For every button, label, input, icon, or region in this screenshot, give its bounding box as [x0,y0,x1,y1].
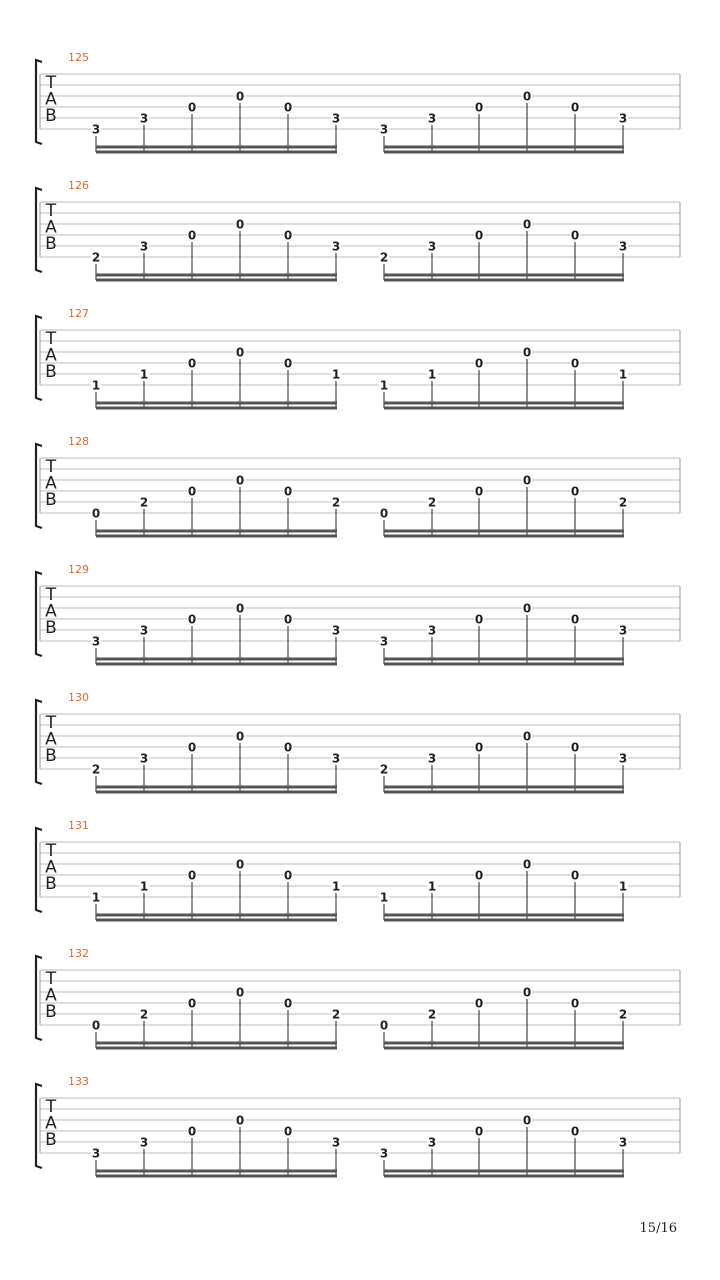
tab-system [36,691,680,794]
fret-number: 0 [522,473,532,488]
beam [384,786,624,789]
beam [384,1042,624,1045]
tab-system [36,435,680,538]
fret-number: 0 [522,345,532,360]
fret-number: 0 [522,217,532,232]
beam [384,658,624,661]
fret-number: 3 [139,751,149,766]
system-bracket [36,828,42,912]
tab-clef-letter: T [45,329,57,349]
fret-number: 2 [427,495,437,510]
fret-number: 2 [331,1007,341,1022]
beam [384,1175,624,1178]
fret-number: 0 [570,100,580,115]
fret-number: 1 [618,367,628,382]
beam [384,279,624,282]
measure-number: 125 [68,51,89,64]
fret-number: 3 [427,751,437,766]
beam [96,530,337,533]
tab-clef-letter: A [45,89,57,110]
fret-number: 0 [474,996,484,1011]
fret-number: 0 [474,100,484,115]
beam [384,402,624,405]
fret-number: 0 [91,1018,101,1033]
fret-number: 0 [235,857,245,872]
fret-number: 3 [379,1146,389,1161]
beam [384,663,624,666]
beam [96,407,337,410]
fret-number: 0 [570,356,580,371]
measure-number: 133 [68,1075,89,1088]
tab-clef-letter: B [45,618,57,638]
tab-clef-letter: T [45,585,57,605]
fret-number: 0 [570,228,580,243]
fret-number: 3 [618,239,628,254]
beam [96,1042,337,1045]
fret-number: 3 [427,623,437,638]
fret-number: 2 [427,1007,437,1022]
fret-number: 0 [235,345,245,360]
tab-clef-letter: T [45,457,57,477]
system-bracket [36,188,42,272]
fret-number: 0 [235,601,245,616]
fret-number: 0 [522,601,532,616]
system-bracket [36,1084,42,1168]
fret-number: 0 [235,89,245,104]
tab-clef-letter: T [45,713,57,733]
fret-number: 2 [139,1007,149,1022]
beam [384,1170,624,1173]
beam [384,791,624,794]
tab-clef-letter: B [45,1002,57,1022]
fret-number: 0 [187,228,197,243]
fret-number: 0 [283,868,293,883]
fret-number: 0 [474,868,484,883]
fret-number: 0 [283,996,293,1011]
system-bracket [36,956,42,1040]
measure-number: 130 [68,691,89,704]
fret-number: 0 [235,729,245,744]
beam [384,530,624,533]
fret-number: 0 [522,857,532,872]
measure-number: 128 [68,435,89,448]
fret-number: 0 [522,985,532,1000]
fret-number: 0 [474,484,484,499]
tab-clef-letter: T [45,201,57,221]
beam [384,151,624,154]
fret-number: 3 [91,1146,101,1161]
system-bracket [36,316,42,400]
fret-number: 0 [187,484,197,499]
beam [384,535,624,538]
beam [96,786,337,789]
tab-clef-letter: A [45,217,57,238]
measure-number: 129 [68,563,89,576]
fret-number: 2 [379,250,389,265]
tab-clef-letter: T [45,1097,57,1117]
fret-number: 3 [91,122,101,137]
system-bracket [36,700,42,784]
fret-number: 0 [91,506,101,521]
tab-system [36,1075,680,1178]
fret-number: 0 [570,484,580,499]
fret-number: 1 [379,378,389,393]
fret-number: 0 [570,612,580,627]
fret-number: 0 [283,740,293,755]
fret-number: 0 [283,612,293,627]
fret-number: 2 [618,495,628,510]
fret-number: 1 [379,890,389,905]
fret-number: 0 [283,228,293,243]
tab-clef-letter: A [45,345,57,366]
fret-number: 3 [139,623,149,638]
beam [384,274,624,277]
fret-number: 0 [522,1113,532,1128]
tab-clef-letter: A [45,1113,57,1134]
beam [384,914,624,917]
fret-number: 0 [235,985,245,1000]
beam [96,663,337,666]
fret-number: 0 [187,356,197,371]
fret-number: 3 [331,623,341,638]
tab-clef-letter: A [45,473,57,494]
beam [96,658,337,661]
tab-clef-letter: B [45,746,57,766]
fret-number: 3 [427,111,437,126]
fret-number: 3 [618,623,628,638]
fret-number: 0 [570,996,580,1011]
tab-clef-letter: A [45,729,57,750]
fret-number: 0 [187,740,197,755]
beam [96,1170,337,1173]
beam [384,1047,624,1050]
fret-number: 1 [427,879,437,894]
fret-number: 0 [235,217,245,232]
beam [384,146,624,149]
fret-number: 0 [283,100,293,115]
fret-number: 1 [331,367,341,382]
fret-number: 3 [618,111,628,126]
fret-number: 1 [427,367,437,382]
fret-number: 1 [91,378,101,393]
fret-number: 1 [91,890,101,905]
fret-number: 2 [618,1007,628,1022]
fret-number: 3 [618,1135,628,1150]
tab-clef-letter: A [45,857,57,878]
fret-number: 3 [427,239,437,254]
tab-clef-letter: A [45,601,57,622]
system-bracket [36,444,42,528]
fret-number: 0 [283,1124,293,1139]
beam [96,914,337,917]
beam [96,535,337,538]
tab-clef-letter: B [45,874,57,894]
fret-number: 3 [139,1135,149,1150]
fret-number: 3 [379,122,389,137]
fret-number: 0 [283,356,293,371]
fret-number: 3 [331,751,341,766]
fret-number: 3 [379,634,389,649]
beam [96,274,337,277]
tab-system [36,179,680,282]
beam [96,146,337,149]
fret-number: 3 [139,111,149,126]
fret-number: 0 [522,729,532,744]
fret-number: 1 [618,879,628,894]
fret-number: 0 [187,1124,197,1139]
tab-clef-letter: T [45,73,57,93]
fret-number: 1 [139,367,149,382]
tab-clef-letter: B [45,1130,57,1150]
fret-number: 3 [618,751,628,766]
fret-number: 1 [331,879,341,894]
fret-number: 2 [91,250,101,265]
tab-system [36,307,680,410]
system-bracket [36,60,42,144]
tab-system [36,51,680,154]
fret-number: 0 [187,996,197,1011]
tab-clef-letter: B [45,362,57,382]
fret-number: 0 [570,868,580,883]
beam [96,402,337,405]
fret-number: 1 [139,879,149,894]
measure-number: 126 [68,179,89,192]
tab-system [36,819,680,922]
beam [96,919,337,922]
beam [96,1047,337,1050]
fret-number: 0 [570,1124,580,1139]
measure-number: 127 [68,307,89,320]
tab-clef-letter: T [45,969,57,989]
tab-system [36,947,680,1050]
beam [96,1175,337,1178]
fret-number: 0 [283,484,293,499]
tab-clef-letter: A [45,985,57,1006]
system-bracket [36,572,42,656]
beam [96,791,337,794]
fret-number: 0 [474,612,484,627]
fret-number: 0 [522,89,532,104]
fret-number: 3 [331,1135,341,1150]
fret-number: 0 [187,100,197,115]
fret-number: 0 [570,740,580,755]
fret-number: 0 [235,1113,245,1128]
fret-number: 0 [379,506,389,521]
measure-number: 131 [68,819,89,832]
fret-number: 0 [235,473,245,488]
fret-number: 2 [379,762,389,777]
beam [384,919,624,922]
tab-clef-letter: B [45,106,57,126]
fret-number: 0 [187,868,197,883]
beam [96,151,337,154]
fret-number: 3 [91,634,101,649]
tab-clef-letter: B [45,234,57,254]
fret-number: 3 [331,239,341,254]
tab-system [36,563,680,666]
fret-number: 2 [91,762,101,777]
fret-number: 3 [331,111,341,126]
fret-number: 0 [379,1018,389,1033]
tab-clef-letter: T [45,841,57,861]
page-number: 15/16 [639,1221,677,1236]
measure-number: 132 [68,947,89,960]
tab-clef-letter: B [45,490,57,510]
fret-number: 0 [474,740,484,755]
fret-number: 3 [139,239,149,254]
beam [96,279,337,282]
beam [384,407,624,410]
fret-number: 2 [331,495,341,510]
fret-number: 0 [187,612,197,627]
fret-number: 3 [427,1135,437,1150]
fret-number: 0 [474,1124,484,1139]
fret-number: 2 [139,495,149,510]
fret-number: 0 [474,356,484,371]
fret-number: 0 [474,228,484,243]
